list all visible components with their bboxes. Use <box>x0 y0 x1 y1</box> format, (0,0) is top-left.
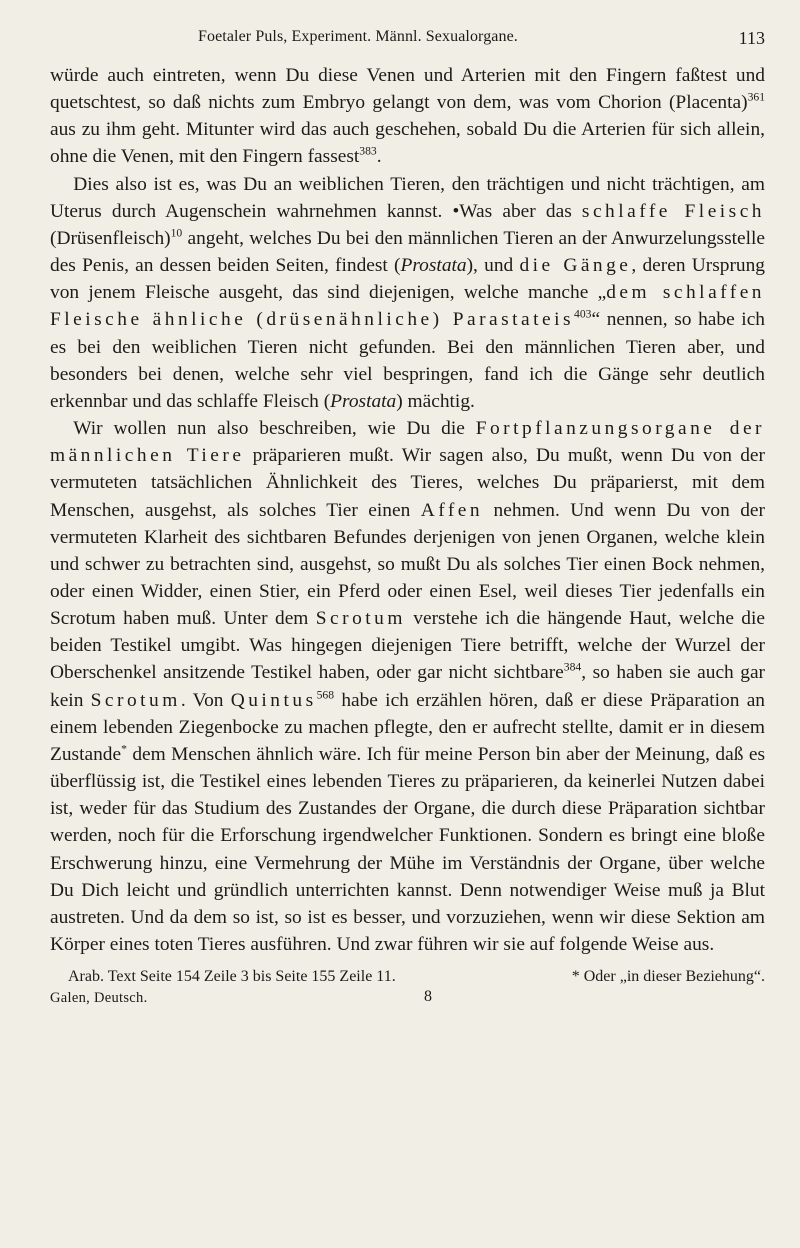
text-run: , so haben sie auch gar kein <box>50 662 766 711</box>
text-run: Dies also ist es, was Du an weiblichen Tieren, den trächtigen und nicht trächtigen, am Uterus durch Augenschein wahrnehmen kannst. •Was aber das <box>50 173 765 222</box>
paragraph-3 <box>50 415 765 958</box>
spaced-term: Scrotum <box>90 689 181 711</box>
text-run: ) mächtig. <box>396 390 475 412</box>
spaced-term: Quintus <box>230 689 317 711</box>
reference-sup: 403 <box>574 307 592 321</box>
reference-sup: 568 <box>316 688 335 702</box>
paragraph-1 <box>50 62 765 171</box>
footnote-marker: * <box>121 742 127 756</box>
page-number: 113 <box>738 28 765 48</box>
text-run: würde auch eintreten, wenn Du diese Venen und Arterien mit den Fingern faßtest und quetschtest, so daß nichts zum Embryo gelangt von dem, was vom Chorion (Placenta) <box>50 65 765 114</box>
reference-sup: 10 <box>170 226 183 240</box>
text-run: habe ich erzählen hören, daß er diese Präparation an einem lebenden Ziegenbocke zu machen pflegte, den er aufrecht stellte, damit er in diesem Zustande <box>50 689 765 765</box>
text-run: (Drüsenfleisch) <box>50 227 171 249</box>
printer-signature: Galen, Deutsch. <box>50 990 148 1007</box>
text-run: ), und <box>466 255 520 277</box>
footnote: * Oder „in dieser Beziehung“. <box>571 968 765 986</box>
text-run: aus zu ihm geht. Mitunter wird das auch geschehen, sobald Du die Arterien für sich allein, ohne die Venen, mit den Fingern fassest <box>50 119 765 168</box>
text-run: präparieren mußt. Wir sagen also, Du mußt, wenn Du von der vermuteten tatsächlichen Ähnlichkeit des Tieres, welches Du präparierst, mit dem Menschen, ausgehst, als solches Tier einen <box>50 445 765 521</box>
sheet-mark: 8 <box>424 988 432 1006</box>
running-head: Foetaler Puls, Experiment. Männl. Sexualorgane. <box>198 28 518 45</box>
text-run: dem Menschen ähnlich wäre. Ich für meine Person bin aber der Meinung, daß es überflüssig ist, die Testikel eines lebenden Tieres zu präparieren, da keinerlei Nutzen dabei ist, weder für das Studium des Zustandes der Organe, die durch diese Präparation sichtbar werden, noch für die Erforschung irgendwelcher Funktionen. Sondern es bringt eine bloße Erschwerung hinzu, eine Vermehrung der Mühe im Verständnis der Organe, über welche Du Dich leicht und gründlich unterrichten kannst. Denn notwendiger Weise muß ja Blut austreten. Und da dem so ist, so ist es besser, und vorzuziehen, wenn wir diese Sektion am Körper eines toten Tieres ausführen. Und zwar führen wir sie auf folgende Weise aus. <box>50 743 765 955</box>
spaced-term: Scrotum <box>315 608 406 630</box>
italic-term: Prostata <box>330 390 397 412</box>
reference-sup: 384 <box>563 660 582 674</box>
spaced-term: Fortpflanzungsorgane der männlichen Tiere <box>50 418 765 467</box>
book-page <box>50 22 765 1014</box>
source-note: Arab. Text Seite 154 Zeile 3 bis Seite 155 Zeile 11. <box>68 968 396 986</box>
footnotes <box>50 968 765 1014</box>
body-text <box>50 62 765 958</box>
italic-term: Prostata <box>400 255 467 277</box>
reference-sup: 361 <box>747 90 765 104</box>
text-run: Wir wollen nun also beschreiben, wie Du die <box>73 418 476 440</box>
text-run: angeht, welches Du bei den männlichen Tieren an der Anwurzelungsstelle des Penis, an dessen beiden Seiten, findest ( <box>50 227 765 277</box>
text-run: verstehe ich die hängende Haut, welche die beiden Testikel umgibt. Was hingegen diejenigen Tiere betrifft, welche der Wurzel der Oberschenkel ansitzende Testikel haben, oder gar nicht sichtbare <box>50 608 765 684</box>
spaced-term: die Gänge <box>519 255 632 277</box>
text-run: . <box>376 146 382 168</box>
spaced-term: schlaffe Fleisch <box>581 200 765 222</box>
text-run: , deren Ursprung von jenem Fleische ausgeht, das sind diejenigen, welche manche „ <box>50 255 765 304</box>
reference-sup: 383 <box>359 145 377 158</box>
page-header <box>50 22 765 62</box>
text-run: . Von <box>180 689 231 711</box>
text-run: nehmen. Und wenn Du von der vermuteten Klarheit des sichtbaren Befundes derjenigen von jenen Organen, welche klein und schwer zu betrachten sind, ausgehst, so mußt Du als solches Tier einen Bock nehmen, oder einen Widder, einen Stier, ein Pferd oder einen Esel, weil dieses Tier jedenfalls ein Scrotum haben muß. Unter dem <box>50 499 765 630</box>
spaced-term: dem schlaffen Fleische ähnliche (drüsenähnliche) Parastateis <box>50 282 765 331</box>
spaced-term: Affen <box>420 499 484 521</box>
text-run: “ nennen, so habe ich es bei den weiblichen Tieren nicht gefunden. Bei den männlichen Tieren aber, und besonders bei denen, welche sehr viel bespringen, fand ich die Gänge sehr deutlich erkennbar und das schlaffe Fleisch ( <box>50 309 766 412</box>
paragraph-2 <box>50 171 765 415</box>
